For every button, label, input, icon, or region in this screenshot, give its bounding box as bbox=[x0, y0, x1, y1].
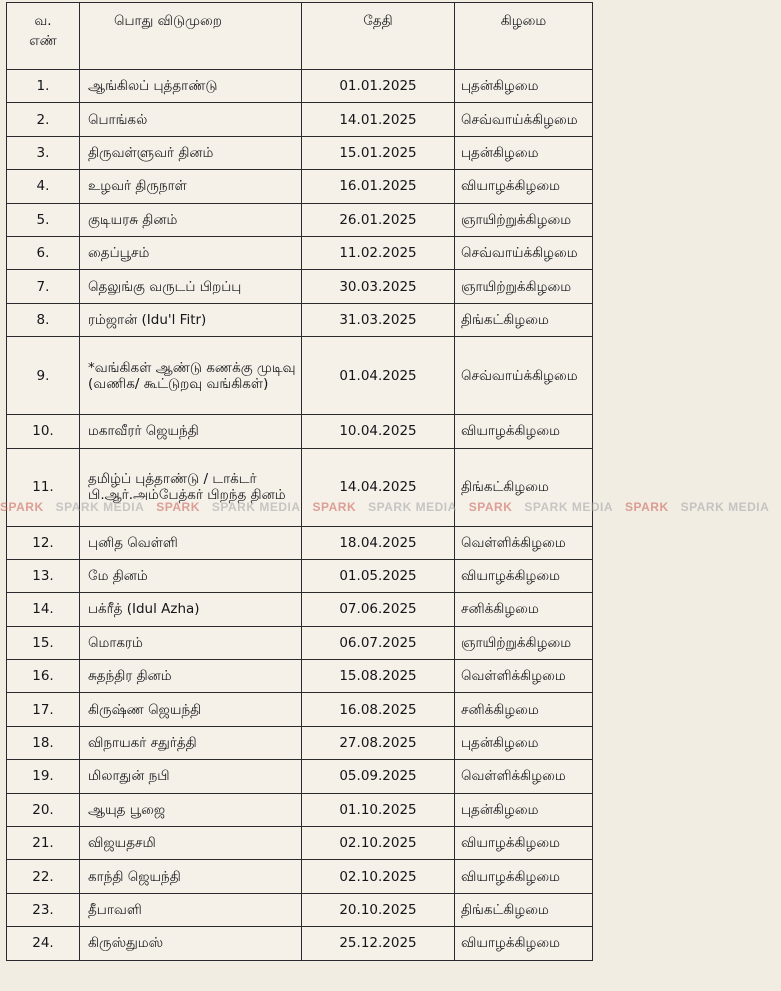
date-cell: 30.03.2025 bbox=[302, 270, 455, 303]
serial-cell: 23. bbox=[7, 893, 80, 926]
header-serial: வ. எண் bbox=[7, 3, 80, 70]
weekday-cell: சனிக்கிழமை bbox=[455, 593, 593, 626]
weekday-cell: வியாழக்கிழமை bbox=[455, 415, 593, 448]
date-cell: 18.04.2025 bbox=[302, 526, 455, 559]
serial-cell: 18. bbox=[7, 726, 80, 759]
date-cell: 16.01.2025 bbox=[302, 170, 455, 203]
watermark-logo: SPARK bbox=[156, 500, 200, 514]
holiday-name-cell: சுதந்திர தினம் bbox=[80, 660, 302, 693]
watermark-text: SPARK MEDIA bbox=[211, 500, 301, 514]
weekday-cell: ஞாயிற்றுக்கிழமை bbox=[455, 203, 593, 236]
date-cell: 11.02.2025 bbox=[302, 236, 455, 269]
date-cell: 01.01.2025 bbox=[302, 70, 455, 103]
holiday-name-cell: தமிழ்ப் புத்தாண்டு / டாக்டர் பி.ஆர்.அம்பேத்கர் பிறந்த தினம் bbox=[80, 448, 302, 526]
holiday-name-cell: உழவர் திருநாள் bbox=[80, 170, 302, 203]
date-cell: 02.10.2025 bbox=[302, 827, 455, 860]
holiday-name-cell: கிருஷ்ண ஜெயந்தி bbox=[80, 693, 302, 726]
serial-cell: 9. bbox=[7, 337, 80, 415]
table-row bbox=[7, 693, 593, 726]
weekday-cell: வியாழக்கிழமை bbox=[455, 559, 593, 592]
date-cell: 05.09.2025 bbox=[302, 760, 455, 793]
weekday-cell: வியாழக்கிழமை bbox=[455, 827, 593, 860]
date-cell: 15.08.2025 bbox=[302, 660, 455, 693]
holiday-name-cell: மொகரம் bbox=[80, 626, 302, 659]
weekday-cell: வியாழக்கிழமை bbox=[455, 860, 593, 893]
date-cell: 02.10.2025 bbox=[302, 860, 455, 893]
table-row bbox=[7, 136, 593, 169]
table-row bbox=[7, 526, 593, 559]
date-cell: 27.08.2025 bbox=[302, 726, 455, 759]
serial-cell: 17. bbox=[7, 693, 80, 726]
holiday-name-cell: தெலுங்கு வருடப் பிறப்பு bbox=[80, 270, 302, 303]
serial-cell: 19. bbox=[7, 760, 80, 793]
serial-cell: 12. bbox=[7, 526, 80, 559]
holiday-name-cell: தைப்பூசம் bbox=[80, 236, 302, 269]
holiday-name-cell: பக்ரீத் (Idul Azha) bbox=[80, 593, 302, 626]
holiday-table-sheet bbox=[6, 2, 592, 982]
weekday-cell: செவ்வாய்க்கிழமை bbox=[455, 236, 593, 269]
date-cell: 26.01.2025 bbox=[302, 203, 455, 236]
serial-cell: 1. bbox=[7, 70, 80, 103]
serial-cell: 16. bbox=[7, 660, 80, 693]
table-row bbox=[7, 270, 593, 303]
table-row bbox=[7, 593, 593, 626]
holiday-name-cell: ஆயுத பூஜை bbox=[80, 793, 302, 826]
weekday-cell: புதன்கிழமை bbox=[455, 136, 593, 169]
holiday-table bbox=[6, 2, 593, 961]
holiday-name-cell: தீபாவளி bbox=[80, 893, 302, 926]
weekday-cell: வெள்ளிக்கிழமை bbox=[455, 760, 593, 793]
holiday-name-cell: மகாவீரர் ஜெயந்தி bbox=[80, 415, 302, 448]
serial-cell: 10. bbox=[7, 415, 80, 448]
table-row bbox=[7, 203, 593, 236]
serial-cell: 11. bbox=[7, 448, 80, 526]
serial-cell: 5. bbox=[7, 203, 80, 236]
serial-cell: 15. bbox=[7, 626, 80, 659]
holiday-name-cell: கிருஸ்துமஸ் bbox=[80, 927, 302, 960]
weekday-cell: செவ்வாய்க்கிழமை bbox=[455, 337, 593, 415]
weekday-cell: ஞாயிற்றுக்கிழமை bbox=[455, 270, 593, 303]
date-cell: 25.12.2025 bbox=[302, 927, 455, 960]
serial-cell: 7. bbox=[7, 270, 80, 303]
table-row bbox=[7, 303, 593, 336]
watermark-logo: SPARK bbox=[312, 500, 357, 514]
date-cell: 31.03.2025 bbox=[302, 303, 455, 336]
watermark-text: SPARK MEDIA bbox=[368, 500, 457, 514]
date-cell: 07.06.2025 bbox=[302, 593, 455, 626]
date-cell: 14.01.2025 bbox=[302, 103, 455, 136]
holiday-name-cell: புனித வெள்ளி bbox=[80, 526, 302, 559]
serial-cell: 4. bbox=[7, 170, 80, 203]
table-row bbox=[7, 236, 593, 269]
table-row bbox=[7, 559, 593, 592]
holiday-name-cell: காந்தி ஜெயந்தி bbox=[80, 860, 302, 893]
serial-cell: 21. bbox=[7, 827, 80, 860]
table-row bbox=[7, 415, 593, 448]
holiday-name-cell: மிலாதுன் நபி bbox=[80, 760, 302, 793]
table-row bbox=[7, 726, 593, 759]
table-row bbox=[7, 827, 593, 860]
date-cell: 10.04.2025 bbox=[302, 415, 455, 448]
table-row bbox=[7, 793, 593, 826]
holiday-name-cell: ரம்ஜான் (Idu'l Fitr) bbox=[80, 303, 302, 336]
weekday-cell: வெள்ளிக்கிழமை bbox=[455, 526, 593, 559]
weekday-cell: வியாழக்கிழமை bbox=[455, 927, 593, 960]
table-row bbox=[7, 760, 593, 793]
date-cell: 20.10.2025 bbox=[302, 893, 455, 926]
weekday-cell: வெள்ளிக்கிழமை bbox=[455, 660, 593, 693]
holiday-name-cell: குடியரசு தினம் bbox=[80, 203, 302, 236]
date-cell: 01.04.2025 bbox=[302, 337, 455, 415]
serial-cell: 6. bbox=[7, 236, 80, 269]
weekday-cell: வியாழக்கிழமை bbox=[455, 170, 593, 203]
watermark-text: SPARK MEDIA bbox=[524, 500, 613, 514]
weekday-cell: திங்கட்கிழமை bbox=[455, 448, 593, 526]
watermark-logo: SPARK bbox=[468, 500, 513, 514]
weekday-cell: திங்கட்கிழமை bbox=[455, 303, 593, 336]
serial-cell: 14. bbox=[7, 593, 80, 626]
weekday-cell: செவ்வாய்க்கிழமை bbox=[455, 103, 593, 136]
serial-cell: 8. bbox=[7, 303, 80, 336]
holiday-name-cell: பொங்கல் bbox=[80, 103, 302, 136]
serial-cell: 24. bbox=[7, 927, 80, 960]
table-row bbox=[7, 860, 593, 893]
table-row bbox=[7, 70, 593, 103]
table-row bbox=[7, 893, 593, 926]
table-row bbox=[7, 103, 593, 136]
holiday-name-cell: விஜயதசமி bbox=[80, 827, 302, 860]
serial-cell: 3. bbox=[7, 136, 80, 169]
table-row bbox=[7, 337, 593, 415]
weekday-cell: திங்கட்கிழமை bbox=[455, 893, 593, 926]
header-holiday: பொது விடுமுறை bbox=[80, 3, 302, 70]
date-cell: 01.05.2025 bbox=[302, 559, 455, 592]
serial-cell: 2. bbox=[7, 103, 80, 136]
holiday-rows bbox=[7, 70, 593, 961]
serial-cell: 22. bbox=[7, 860, 80, 893]
header-day: கிழமை bbox=[455, 3, 593, 70]
weekday-cell: புதன்கிழமை bbox=[455, 793, 593, 826]
weekday-cell: ஞாயிற்றுக்கிழமை bbox=[455, 626, 593, 659]
date-cell: 16.08.2025 bbox=[302, 693, 455, 726]
date-cell: 14.04.2025 bbox=[302, 448, 455, 526]
table-row bbox=[7, 660, 593, 693]
header-row bbox=[7, 3, 593, 70]
holiday-name-cell: விநாயகர் சதுர்த்தி bbox=[80, 726, 302, 759]
table-row bbox=[7, 170, 593, 203]
date-cell: 06.07.2025 bbox=[302, 626, 455, 659]
watermark-text: SPARK MEDIA bbox=[55, 500, 145, 514]
holiday-name-cell: மே தினம் bbox=[80, 559, 302, 592]
watermark-text: SPARK MEDIA bbox=[680, 500, 770, 514]
weekday-cell: புதன்கிழமை bbox=[455, 726, 593, 759]
holiday-name-cell: *வங்கிகள் ஆண்டு கணக்கு முடிவு (வணிக/ கூட்டுறவு வங்கிகள்) bbox=[80, 337, 302, 415]
holiday-name-cell: திருவள்ளுவர் தினம் bbox=[80, 136, 302, 169]
weekday-cell: புதன்கிழமை bbox=[455, 70, 593, 103]
holiday-name-cell: ஆங்கிலப் புத்தாண்டு bbox=[80, 70, 302, 103]
watermark-logo: SPARK bbox=[0, 500, 44, 514]
watermark-logo: SPARK bbox=[625, 500, 669, 514]
date-cell: 15.01.2025 bbox=[302, 136, 455, 169]
serial-cell: 13. bbox=[7, 559, 80, 592]
table-row bbox=[7, 448, 593, 526]
table-row bbox=[7, 626, 593, 659]
weekday-cell: சனிக்கிழமை bbox=[455, 693, 593, 726]
date-cell: 01.10.2025 bbox=[302, 793, 455, 826]
serial-cell: 20. bbox=[7, 793, 80, 826]
table-row bbox=[7, 927, 593, 960]
header-date: தேதி bbox=[302, 3, 455, 70]
